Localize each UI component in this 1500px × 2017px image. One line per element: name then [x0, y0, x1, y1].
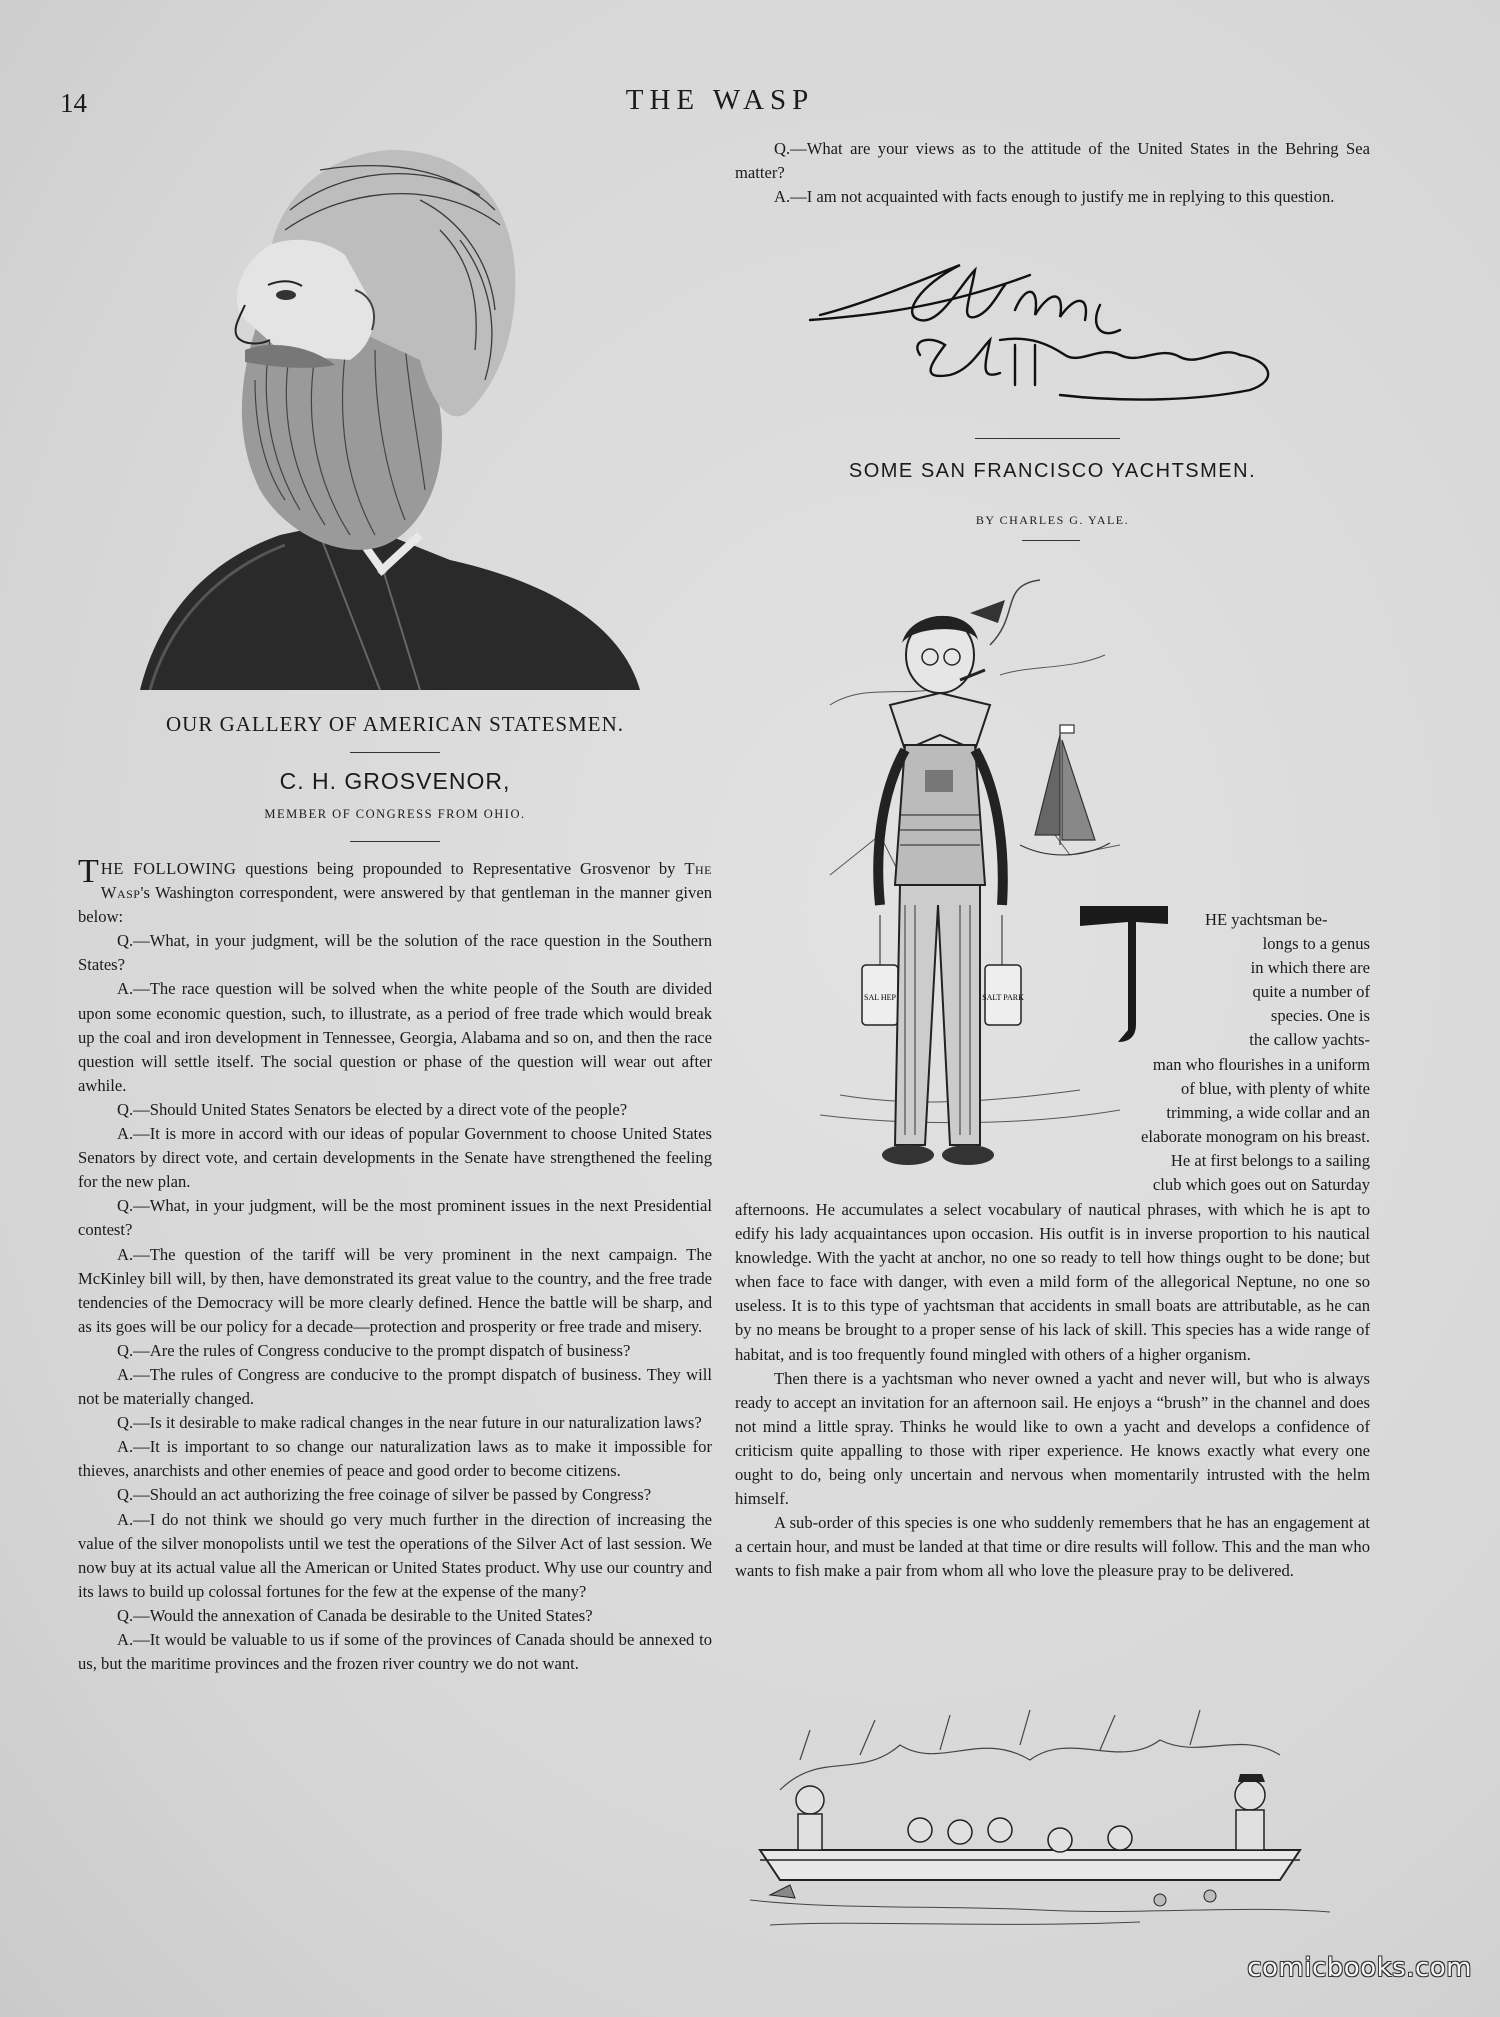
interview-paragraph: Q.—Is it desirable to make radical changes in the near future in our naturalization laws? [117, 1413, 702, 1433]
signature [800, 245, 1300, 420]
svg-text:SALT PARK: SALT PARK [982, 993, 1024, 1002]
statesman-subtitle: MEMBER OF CONGRESS FROM OHIO. [264, 807, 526, 821]
article-paragraph: afternoons. He accumulates a select vocabulary of nautical phrases, with which he is apt to edify his lady acquaintances upon occasion. His outfit is in inverse proportion to his nautical knowledge. With the yacht at anchor, no one so ready to tell how things ought to be done; but when face to face with danger, with even a mild form of the allegorical Neptune, no one so useless. It is to this type of yachtsman that accidents in small boats are attributable, as he can by no means be brought to a proper sense of his lack of skill. This species has a wide range of habitat, and is too frequently found mingled with others of a higher organism. [735, 1200, 1370, 1364]
interview-paragraph: A.—The question of the tariff will be very prominent in the next campaign. The McKinley bill will, by then, have demonstrated its great value to the country, and the free trade tendencies of the Democracy will be more clearly defined. Hence the battle will be sharp, and as its goes will be our policy for a decade—protection and prosperity or free trade and misery. [78, 1244, 712, 1336]
masthead: THE WASP [625, 84, 815, 116]
portrait-illustration [120, 140, 660, 690]
interview-intro: THE FOLLOWING questions being propounded to Representative Grosvenor by The Wasp's Washington correspondent, were answered by that gentleman in the manner given below: [78, 853, 712, 927]
divider [975, 438, 1120, 439]
interview-paragraph: Q.—What are your views as to the attitude of the United States in the Behring Sea matter? [735, 139, 1370, 183]
drop-cap: T [78, 853, 99, 890]
interview-paragraph: A.—It is more in accord with our ideas of popular Government to choose United States Senators by direct vote, and certain developments in the Senate have strengthened the feeling for the new plan. [78, 1124, 712, 1192]
article-title: SOME SAN FRANCISCO YACHTSMEN. [848, 460, 1257, 482]
interview-paragraph: Q.—Should United States Senators be elected by a direct vote of the people? [117, 1099, 628, 1119]
interview-paragraph: Q.—Are the rules of Congress conducive to the prompt dispatch of business? [117, 1340, 631, 1360]
interview-paragraph: Q.—Would the annexation of Canada be desirable to the United States? [117, 1605, 593, 1625]
interview-paragraph: Q.—What, in your judgment, will be the most prominent issues in the next Presidential contest? [78, 1196, 712, 1240]
interview-paragraph: A.—I am not acquainted with facts enough to justify me in replying to this question. [774, 187, 1335, 207]
article-paragraph: A sub-order of this species is one who suddenly remembers that he has an engagement at a certain hour, and must be landed at that time or dire results will follow. This and the man who wants to fish make a pair from whom all who love the pleasure pray to be delivered. [735, 1513, 1370, 1581]
interview-paragraph: Q.—What, in your judgment, will be the solution of the race question in the Southern States? [78, 931, 712, 975]
page-number: 14 [60, 88, 87, 118]
boat-scene-illustration [740, 1700, 1340, 1930]
wrap-narrow: HE yachtsman be- longs to a genus in which there are quite a number of species. One is the callow yachts- [1205, 910, 1370, 1050]
divider [1022, 540, 1080, 541]
interview-continued [735, 137, 1370, 209]
interview-paragraph: Q.—Should an act authorizing the free coinage of silver be passed by Congress? [117, 1485, 652, 1505]
interview-column [78, 853, 712, 1676]
interview-paragraph: A.—I do not think we should go very much further in the direction of increasing the value of the silver monopolists until we test the operations of the Silver Act of last session. We now buy at its actual value all the American or United States product. Why use our country and its laws to build up colossal fortunes for the few at the expense of the many? [78, 1509, 712, 1601]
article-paragraph: Then there is a yachtsman who never owned a yacht and never will, but who is always ready to accept an invitation for an afternoon sail. He enjoys a “brush” in the channel and does not mind a little spray. Thinks he would like to own a yacht and develops a confidence of criticism quite appalling to those with riper experience. He knows exactly what every one ought to do, being only uncertain and nervous when momentarily intrusted with the helm himself. [735, 1368, 1370, 1509]
svg-text:SAL HEP: SAL HEP [864, 993, 896, 1002]
watermark: comicbooks.com [1247, 1953, 1472, 1983]
decorative-initial-T [1078, 904, 1170, 1044]
statesman-name: C. H. GROSVENOR, [279, 768, 511, 794]
byline: BY CHARLES G. YALE. [975, 513, 1130, 527]
divider [350, 752, 440, 753]
interview-paragraph: A.—It would be valuable to us if some of the provinces of Canada should be annexed to us, but the maritime provinces and the frozen river country we do not want. [78, 1630, 712, 1674]
yachtsman-illustration [820, 575, 1120, 1175]
wrap-wide: man who flourishes in a uniform of blue, with plenty of white trimming, a wide collar and an elaborate monogram on his breast. He at first belongs to a sailing club which goes out on Saturday [1140, 1055, 1370, 1195]
divider [350, 841, 440, 842]
interview-paragraph: A.—The race question will be solved when the white people of the South are divided upon some economic question, such, to illustrate, as a period of free trade which would break up the coal and iron development in Tennessee, Georgia, Alabama and so on, and then the race question will settle itself. The social question or phase of the question will wear out after awhile. [78, 979, 712, 1095]
yachtsmen-article [735, 1198, 1370, 1584]
interview-paragraph: A.—The rules of Congress are conducive to the prompt dispatch of business. They will not be materially changed. [78, 1364, 712, 1409]
interview-paragraph: A.—It is important to so change our naturalization laws as to make it impossible for thieves, anarchists and other enemies of peace and good order to become citizens. [78, 1437, 712, 1481]
gallery-title: OUR GALLERY OF AMERICAN STATESMEN. [166, 712, 624, 736]
